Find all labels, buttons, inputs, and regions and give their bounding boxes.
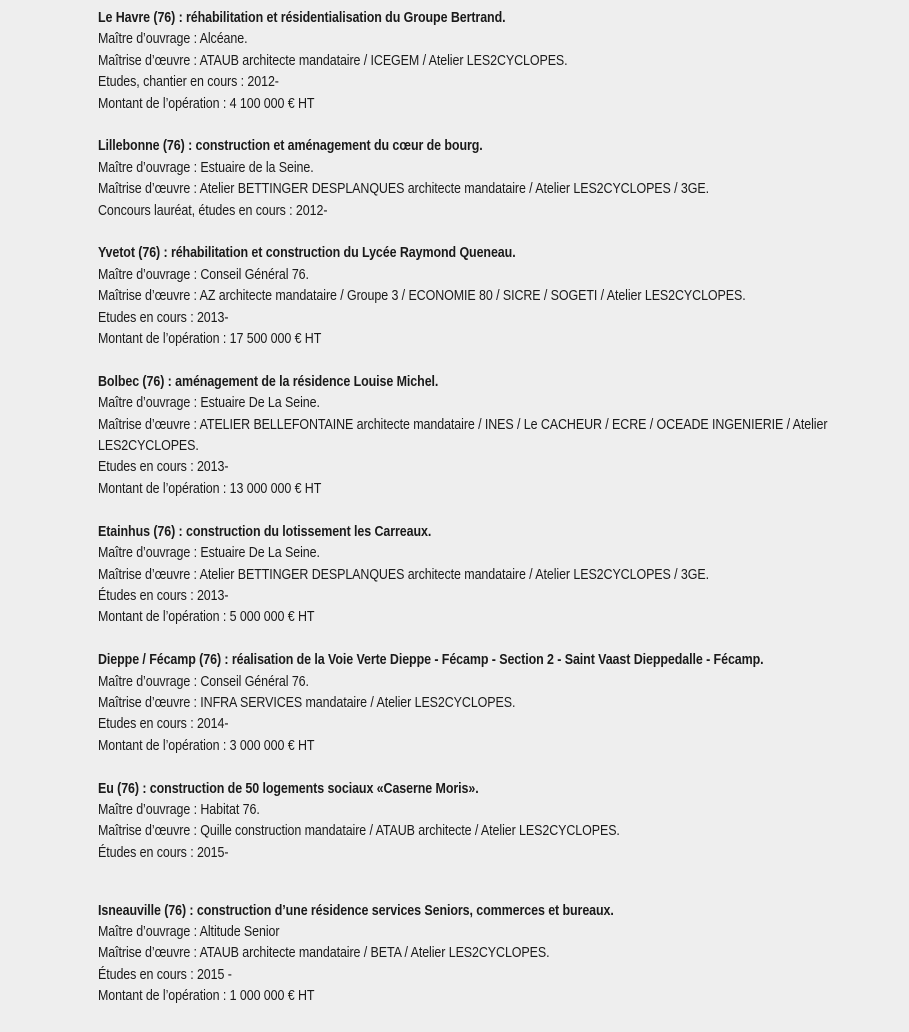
spacer (98, 629, 818, 650)
project-client: Maître d’ouvrage : Alcéane. (98, 31, 248, 48)
spacer (98, 500, 818, 521)
project-status: Études en cours : 2015- (98, 844, 229, 861)
project-team: Maîtrise d’œuvre : ATAUB architecte mandataire / ICEGEM / Atelier LES2CYCLOPES. (98, 52, 568, 69)
project-list (98, 8, 828, 1008)
project-title: Lillebonne (76) : construction et aménagement du cœur de bourg. (98, 138, 483, 155)
spacer (98, 864, 818, 885)
spacer (98, 886, 818, 901)
project-client: Maître d’ouvrage : Conseil Général 76. (98, 266, 309, 283)
project-title: Yvetot (76) : réhabilitation et construction du Lycée Raymond Queneau. (98, 245, 516, 262)
project-status: Etudes en cours : 2013- (98, 459, 229, 476)
spacer (98, 115, 818, 136)
project-client: Maître d’ouvrage : Estuaire De La Seine. (98, 395, 320, 412)
project-amount: Montant de l’opération : 4 100 000 € HT (98, 95, 315, 112)
project-dieppe-fecamp (98, 650, 818, 757)
project-title: Dieppe / Fécamp (76) : réalisation de la Voie Verte Dieppe - Fécamp - Section 2 - Saint Vaast Dieppedalle - Fécamp. (98, 652, 764, 669)
project-amount: Montant de l’opération : 5 000 000 € HT (98, 609, 315, 626)
project-bolbec (98, 372, 828, 500)
project-yvetot (98, 243, 818, 350)
project-status: Etudes en cours : 2013- (98, 309, 229, 326)
project-amount: Montant de l’opération : 17 500 000 € HT (98, 331, 322, 348)
project-status: Études en cours : 2013- (98, 587, 229, 604)
spacer (98, 222, 818, 243)
project-team: Maîtrise d’œuvre : Atelier BETTINGER DESPLANQUES architecte mandataire / Atelier LES2CYCLOPES / 3GE. (98, 566, 709, 583)
project-status: Etudes en cours : 2014- (98, 716, 229, 733)
project-team: Maîtrise d’œuvre : AZ architecte mandataire / Groupe 3 / ECONOMIE 80 / SICRE / SOGETI / Atelier LES2CYCLOPES. (98, 288, 746, 305)
project-amount: Montant de l’opération : 13 000 000 € HT (98, 480, 322, 497)
project-team: Maîtrise d’œuvre : Atelier BETTINGER DESPLANQUES architecte mandataire / Atelier LES2CYCLOPES / 3GE. (98, 181, 709, 198)
project-status: Etudes, chantier en cours : 2012- (98, 74, 279, 91)
project-client: Maître d’ouvrage : Altitude Senior (98, 923, 280, 940)
project-team: Maîtrise d’œuvre : ATAUB architecte mandataire / BETA / Atelier LES2CYCLOPES. (98, 945, 550, 962)
project-team: Maîtrise d’œuvre : Quille construction mandataire / ATAUB architecte / Atelier LES2CYCLOPES. (98, 823, 620, 840)
project-team-continued: LES2CYCLOPES. (98, 438, 199, 455)
project-title: Eu (76) : construction de 50 logements sociaux «Caserne Moris». (98, 780, 479, 797)
project-client: Maître d’ouvrage : Habitat 76. (98, 801, 260, 818)
project-etainhus (98, 522, 818, 629)
project-status: Concours lauréat, études en cours : 2012- (98, 202, 328, 219)
spacer (98, 757, 818, 778)
project-team: Maîtrise d’œuvre : INFRA SERVICES mandataire / Atelier LES2CYCLOPES. (98, 694, 516, 711)
project-title: Etainhus (76) : construction du lotissement les Carreaux. (98, 523, 432, 540)
project-title: Bolbec (76) : aménagement de la résidence Louise Michel. (98, 373, 439, 390)
project-isneauville (98, 901, 818, 1008)
project-eu (98, 779, 818, 865)
project-amount: Montant de l’opération : 3 000 000 € HT (98, 737, 315, 754)
spacer (98, 350, 818, 371)
project-le-havre (98, 8, 818, 115)
project-team: Maîtrise d’œuvre : ATELIER BELLEFONTAINE architecte mandataire / INES / Le CACHEUR / ECRE / OCEADE INGENIERIE / Atelier (98, 416, 828, 433)
project-title: Le Havre (76) : réhabilitation et résidentialisation du Groupe Bertrand. (98, 10, 506, 26)
project-title: Isneauville (76) : construction d’une résidence services Seniors, commerces et bureaux. (98, 902, 614, 919)
project-client: Maître d’ouvrage : Conseil Général 76. (98, 673, 309, 690)
project-client: Maître d’ouvrage : Estuaire De La Seine. (98, 545, 320, 562)
project-client: Maître d’ouvrage : Estuaire de la Seine. (98, 159, 314, 176)
project-amount: Montant de l’opération : 1 000 000 € HT (98, 988, 315, 1005)
project-lillebonne (98, 136, 818, 222)
project-status: Études en cours : 2015 - (98, 966, 232, 983)
